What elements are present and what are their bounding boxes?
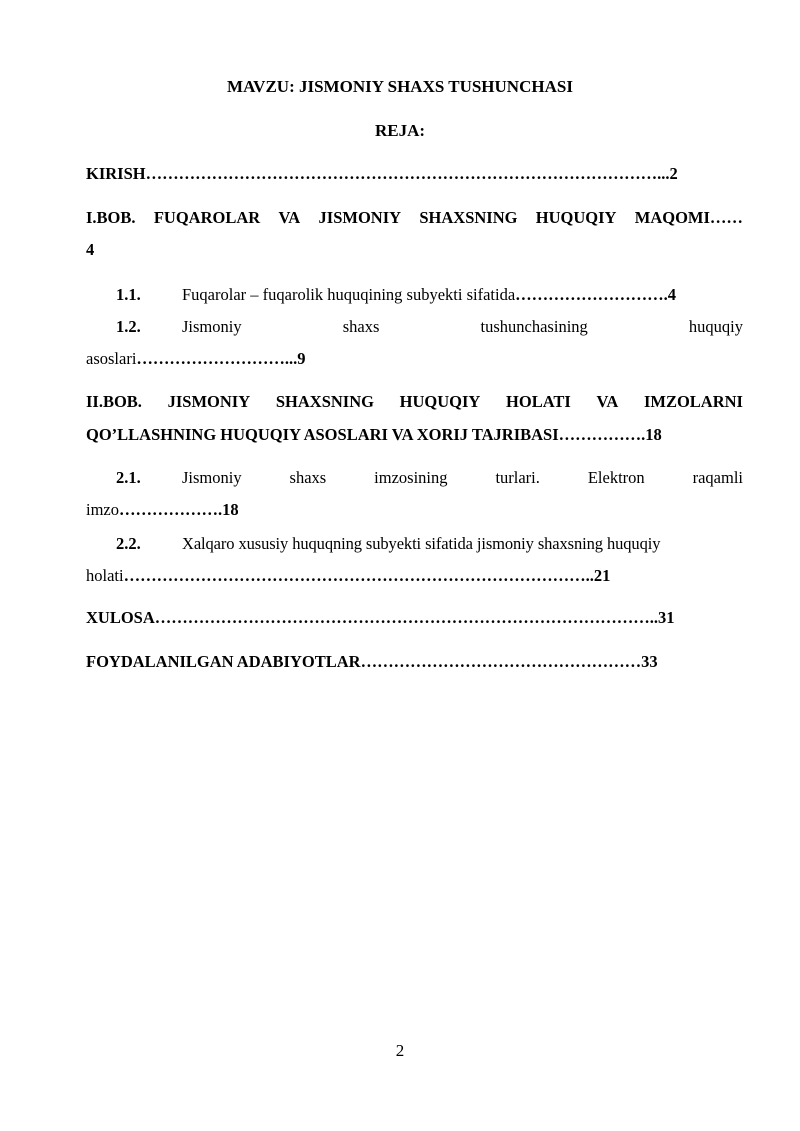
section-title-line1: [182, 316, 743, 338]
section-title-line1: [182, 467, 743, 489]
section-dots-page: …………………………………………………………………………..21: [123, 566, 611, 585]
section-title: Xalqaro xususiy huquqning subyekti sifatida jismoniy shaxsning huquqiy: [182, 534, 661, 553]
toc-entry-2-1: [116, 467, 743, 489]
toc-word: huquqiy: [688, 317, 743, 336]
toc-word: VA: [596, 392, 619, 411]
toc-entry-2-2: [116, 533, 743, 555]
toc-word: turlari.: [495, 468, 540, 487]
section-number: 2.1.: [116, 468, 141, 487]
toc-entry-bob1-page: 4: [86, 240, 95, 259]
toc-entry-2-2-line2: [86, 565, 743, 587]
toc-word: imzosining: [374, 468, 448, 487]
section-dots-page: ………………………...9: [136, 349, 306, 368]
toc-word: IMZOLARNI: [643, 392, 743, 411]
section-title: Fuqarolar – fuqarolik huquqining subyekti sifatida: [182, 285, 516, 304]
toc-word: SHAXSNING: [419, 208, 518, 227]
toc-word: shaxs: [342, 317, 380, 336]
toc-entry-bob2: [86, 391, 743, 413]
toc-word: HOLATI: [506, 392, 571, 411]
toc-word: shaxs: [289, 468, 327, 487]
document-title: MAVZU: JISMONIY SHAXS TUSHUNCHASI: [227, 77, 573, 96]
toc-word: raqamli: [692, 468, 743, 487]
toc-word: JISMONIY: [318, 208, 402, 227]
toc-entry-1-2-line2: [86, 348, 743, 370]
toc-entry-2-1-line2: [86, 499, 743, 521]
toc-entry-1-1: [116, 284, 743, 306]
toc-entry-bob1: [86, 207, 743, 229]
toc-word: HUQUQIY: [399, 392, 481, 411]
section-dots-page: ……………………….4: [515, 285, 677, 304]
toc-word: Elektron: [587, 468, 645, 487]
toc-entry-references: FOYDALANILGAN ADABIYOTLAR……………………………………………33: [86, 652, 658, 671]
toc-word: SHAXSNING: [275, 392, 374, 411]
plan-heading: REJA:: [374, 121, 426, 140]
toc-word: FUQAROLAR: [153, 208, 261, 227]
toc-word: Jismoniy: [182, 468, 242, 487]
toc-word: MAQOMI……: [634, 208, 743, 227]
toc-word: II.BOB.: [86, 392, 142, 411]
section-title: asoslari: [86, 349, 137, 368]
toc-entry-kirish: KIRISH…………………………………………………………………………………...2: [86, 164, 678, 183]
section-number: 1.2.: [116, 317, 141, 336]
section-title: holati: [86, 566, 124, 585]
page-number: 2: [395, 1041, 405, 1060]
toc-entry-xulosa: XULOSA………………………………………………………………………………..31: [86, 608, 675, 627]
toc-entry-bob2-line2: QO’LLASHNING HUQUQIY ASOSLARI VA XORIJ TAJRIBASI…………….18: [86, 425, 662, 444]
section-dots-page: ……………….18: [119, 500, 239, 519]
section-number: 2.2.: [116, 534, 141, 553]
toc-word: tushunchasining: [480, 317, 588, 336]
toc-word: Jismoniy: [182, 317, 242, 336]
toc-word: VA: [278, 208, 301, 227]
toc-entry-1-2: [116, 316, 743, 338]
section-title: imzo: [86, 500, 119, 519]
toc-word: JISMONIY: [167, 392, 251, 411]
section-number: 1.1.: [116, 285, 141, 304]
toc-word: I.BOB.: [86, 208, 136, 227]
toc-word: HUQUQIY: [535, 208, 617, 227]
